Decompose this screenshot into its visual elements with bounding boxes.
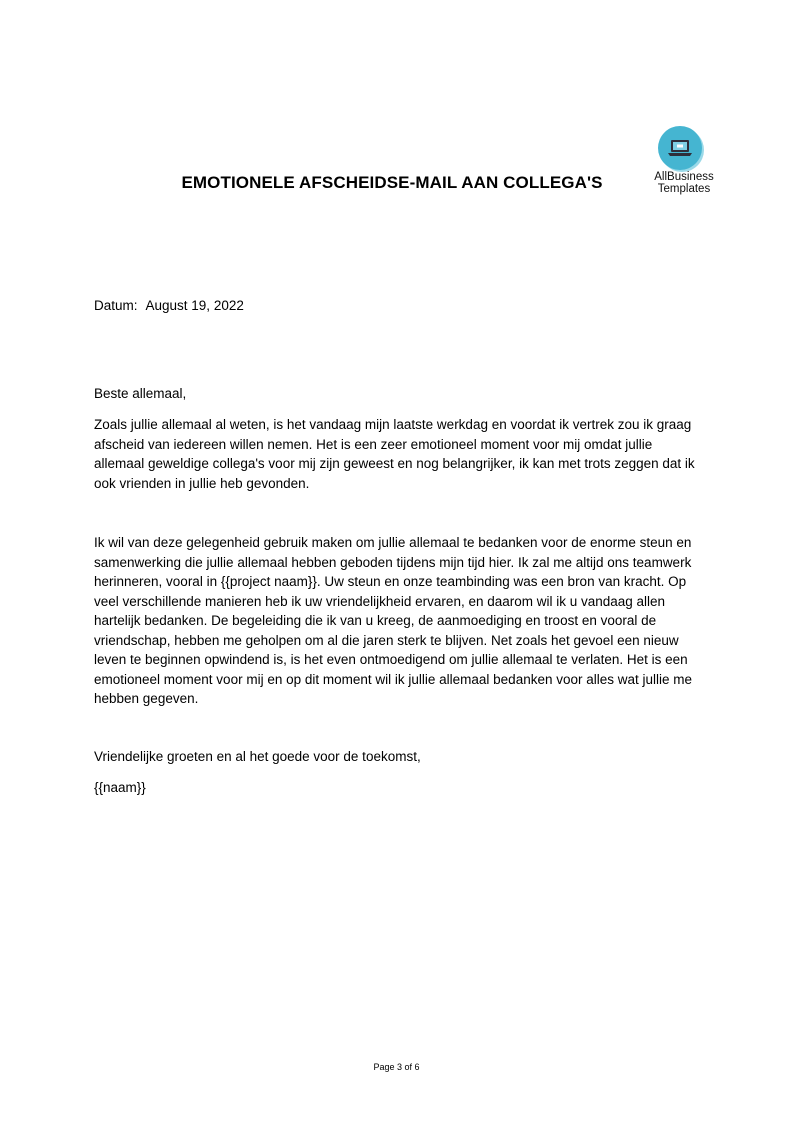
paragraph-1: Zoals jullie allemaal al weten, is het vandaag mijn laatste werkdag en voordat ik vertrek zou ik graag afscheid van iedereen willen nemen. Het is een zeer emotioneel moment voor mij omdat jullie allemaal geweldige collega's voor mij zijn geweest en nog belangrijker, ik kan met trots zeggen dat ik ook vrienden in jullie heb gevonden. <box>94 417 695 491</box>
document-title: EMOTIONELE AFSCHEIDSE-MAIL AAN COLLEGA'S <box>181 173 603 192</box>
greeting: Beste allemaal, <box>94 386 187 401</box>
date-value: August 19, 2022 <box>145 298 244 313</box>
laptop-icon <box>668 138 692 158</box>
date-line <box>94 296 704 316</box>
signature: {{naam}} <box>94 780 146 795</box>
page-number: Page 3 of 6 <box>373 1062 420 1072</box>
allbusiness-logo <box>645 126 725 200</box>
date-label: Datum: <box>94 298 138 313</box>
closing-line: Vriendelijke groeten en al het goede voor de toekomst, <box>94 749 421 764</box>
logo-text <box>645 171 723 195</box>
logo-line-2: Templates <box>657 183 711 195</box>
paragraph-2: Ik wil van deze gelegenheid gebruik maken om jullie allemaal te bedanken voor de enorme steun en samenwerking die jullie allemaal hebben geboden tijdens mijn tijd hier. Ik zal me altijd ons teamwerk herinneren, vooral in {{project naam}}. Uw steun en onze teambinding was een bron van kracht. Op veel verschillende manieren heb ik uw vriendelijkheid ervaren, en daarom wil ik u vandaag allen hartelijk bedanken. De begeleiding die ik van u kreeg, de aanmoediging en troost en vooral de vriendschap, hebben me geholpen om al die jaren sterk te blijven. Net zoals het gevoel een nieuw leven te beginnen opwindend is, is het even ontmoedigend om jullie allemaal te verlaten. Het is een emotioneel moment voor mij en op dit moment wil ik jullie allemaal bedanken voor alles wat jullie me hebben gegeven. <box>94 535 693 706</box>
logo-line-1: AllBusiness <box>654 171 714 183</box>
